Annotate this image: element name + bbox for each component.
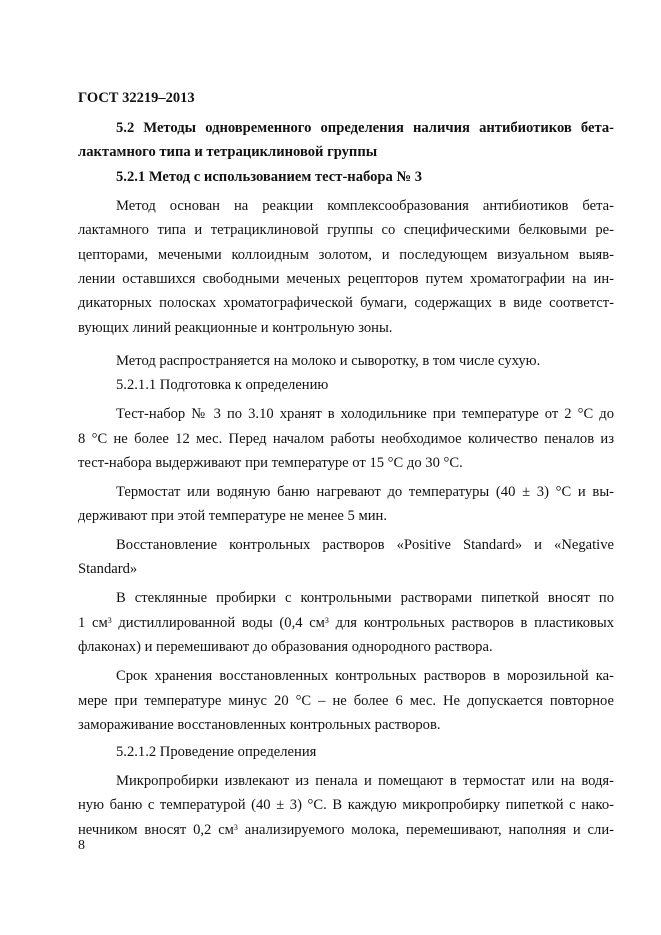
paragraph-line: мере при температуре минус 20 °С – не более 6 мес. Не допускается повторное bbox=[78, 693, 614, 709]
superscript-3: 3 bbox=[233, 823, 238, 832]
paragraph-line: лактамного типа и тетрациклиновой группы со специфическими белковыми ре- bbox=[78, 222, 614, 238]
section-heading-5-2: 5.2 Методы одновременного определения наличия антибиотиков бета- bbox=[116, 120, 614, 136]
section-heading-5-2-cont: лактамного типа и тетрациклиновой группы bbox=[78, 144, 378, 160]
paragraph-line: дикаторных полосках хроматографической бумаги, содержащих в виде соответст- bbox=[78, 295, 614, 311]
paragraph-line bbox=[78, 611, 614, 635]
text-run: дистиллированной воды (0,4 см bbox=[111, 615, 325, 631]
superscript-3: 3 bbox=[324, 616, 329, 625]
paragraph-line: лении оставшихся свободными меченых рецепторов путем хроматографии на ин- bbox=[78, 271, 614, 287]
paragraph-line: тест-набора выдерживают при температуре от 15 °С до 30 °С. bbox=[78, 455, 463, 471]
text-run: 1 см bbox=[78, 615, 108, 631]
paragraph-line: Восстановление контрольных растворов «Positive Standard» и «Negative bbox=[116, 537, 614, 553]
text-run: анализируемого молока, перемешивают, наполняя и сли- bbox=[237, 822, 614, 838]
paragraph-line: 8 °С не более 12 мес. Перед началом работы необходимое количество пеналов из bbox=[78, 431, 614, 447]
clause-heading-5-2-1-1: 5.2.1.1 Подготовка к определению bbox=[116, 377, 329, 393]
paragraph-line: цепторами, мечеными коллоидным золотом, и последующем визуальном выяв- bbox=[78, 247, 614, 263]
text-run: для контрольных растворов в пластиковых bbox=[328, 615, 614, 631]
paragraph-line: Метод распространяется на молоко и сыворотку, в том числе сухую. bbox=[116, 353, 541, 369]
paragraph-line: Срок хранения восстановленных контрольных растворов в морозильной ка- bbox=[116, 668, 614, 684]
paragraph-line: Standard» bbox=[78, 561, 138, 577]
paragraph-line: Метод основан на реакции комплексообразования антибиотиков бета- bbox=[116, 198, 614, 214]
subsection-heading-5-2-1: 5.2.1 Метод с использованием тест-набора № 3 bbox=[116, 169, 423, 185]
superscript-3: 3 bbox=[107, 616, 112, 625]
paragraph-line: вующих линий реакционные и контрольную зоны. bbox=[78, 320, 393, 336]
document-id-header: ГОСТ 32219–2013 bbox=[78, 90, 195, 106]
paragraph-line: В стеклянные пробирки с контрольными растворами пипеткой вносят по bbox=[116, 590, 614, 606]
paragraph-line bbox=[78, 818, 614, 842]
paragraph-line: Термостат или водяную баню нагревают до температуры (40 ± 3) °С и вы- bbox=[116, 484, 614, 500]
clause-heading-5-2-1-2: 5.2.1.2 Проведение определения bbox=[116, 744, 317, 760]
paragraph-line: Тест-набор № 3 по 3.10 хранят в холодильнике при температуре от 2 °С до bbox=[116, 406, 614, 422]
text-run: нечником вносят 0,2 см bbox=[78, 822, 234, 838]
paragraph-line: флаконах) и перемешивают до образования однородного раствора. bbox=[78, 639, 493, 655]
paragraph-line: Микропробирки извлекают из пенала и помещают в термостат или на водя- bbox=[116, 773, 614, 789]
page-number: 8 bbox=[78, 838, 85, 853]
paragraph-line: ную баню с температурой (40 ± 3) °С. В каждую микропробирку пипеткой с нако- bbox=[78, 797, 614, 813]
paragraph-line: держивают при этой температуре не менее 5 мин. bbox=[78, 508, 387, 524]
paragraph-line: замораживание восстановленных контрольных растворов. bbox=[78, 717, 441, 733]
